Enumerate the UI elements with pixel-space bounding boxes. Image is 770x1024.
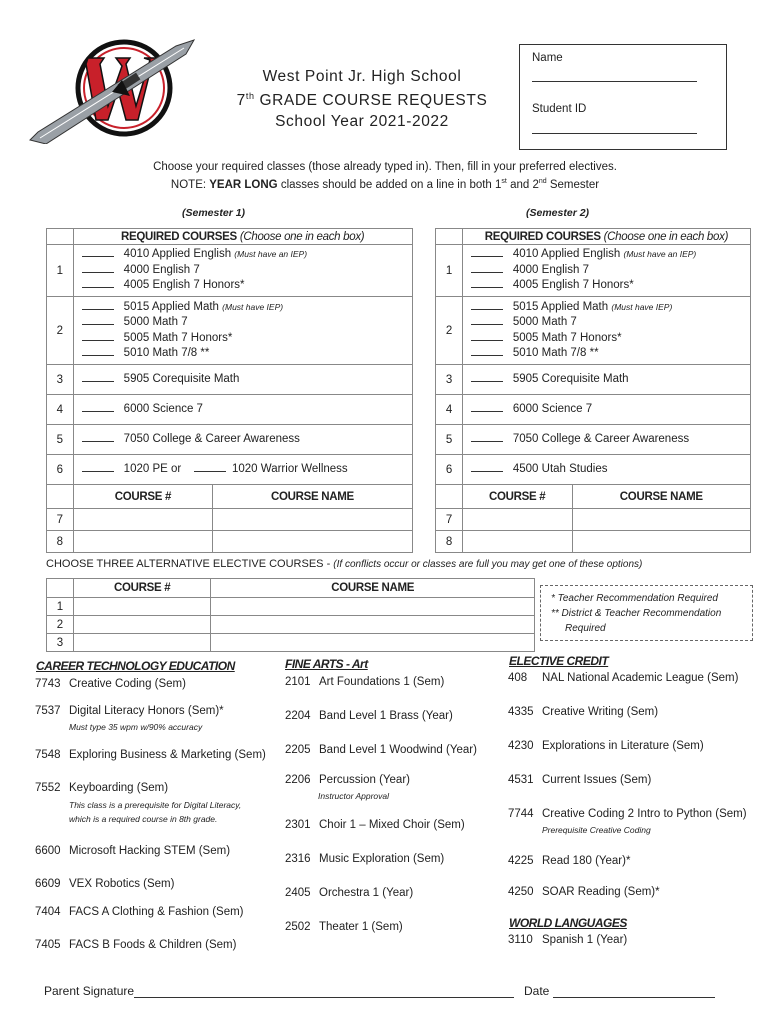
grade-number: 7 — [236, 92, 246, 110]
course-title: Band Level 1 Brass (Year) — [319, 710, 453, 722]
course-item — [508, 740, 704, 752]
course-code: 7548 — [35, 749, 61, 761]
alt-row-number: 1 — [47, 598, 74, 616]
date-field — [524, 984, 715, 998]
course-option: 1020 Warrior Wellness — [232, 462, 348, 475]
sem1-required-bold: REQUIRED COURSES — [120, 230, 237, 243]
choice-line — [471, 432, 750, 448]
alt-row-number: 3 — [47, 634, 74, 652]
sem2-required-bold: REQUIRED COURSES — [484, 230, 601, 243]
student-id-field[interactable] — [532, 133, 697, 134]
course-item — [285, 887, 413, 899]
course-code: 7552 — [35, 782, 61, 794]
note-end: Semester — [546, 178, 600, 191]
course-requirement: (Must have IEP) — [222, 301, 284, 312]
course-title: FACS B Foods & Children (Sem) — [69, 939, 237, 951]
course-item — [285, 853, 444, 865]
course-code: 2502 — [285, 921, 311, 933]
period-number: 8 — [47, 531, 74, 553]
check-blank[interactable] — [471, 278, 503, 288]
sem2-period1-cell — [462, 245, 750, 297]
choice-line — [82, 331, 412, 347]
course-option: 5010 Math 7/8 ** — [123, 347, 210, 359]
course-item — [35, 749, 266, 761]
course-title: Keyboarding (Sem) — [69, 782, 169, 794]
course-title: Creative Coding 2 Intro to Python (Sem) — [542, 808, 747, 820]
course-code: 2301 — [285, 819, 311, 831]
alt-course-num-input[interactable] — [73, 616, 211, 634]
course-item — [35, 906, 244, 918]
table-spacer — [412, 365, 436, 395]
table-spacer — [412, 455, 436, 485]
course-title: Explorations in Literature (Sem) — [542, 740, 704, 752]
course-note: Prerequisite Creative Coding — [542, 825, 651, 835]
sem2-required-italic: (Choose one in each box) — [600, 230, 729, 243]
course-code: 4531 — [508, 774, 534, 786]
sem2-p7-course-num[interactable] — [462, 509, 572, 531]
table-spacer — [412, 395, 436, 425]
legend-line3: Required — [565, 623, 606, 634]
sem2-p8-course-num[interactable] — [462, 531, 572, 553]
course-option: 4010 Applied English — [123, 248, 232, 261]
check-blank[interactable] — [471, 315, 503, 325]
course-option: 4005 English 7 Honors* — [123, 279, 245, 292]
sem1-period1-cell — [73, 245, 412, 297]
course-option: 4000 English 7 — [123, 263, 200, 276]
grade-title-text: GRADE COURSE REQUESTS — [254, 92, 488, 110]
course-title: Exploring Business & Marketing (Sem) — [69, 749, 266, 761]
sem1-required-italic: (Choose one in each box) — [236, 230, 365, 243]
course-request-table — [46, 228, 751, 553]
choice-line — [82, 278, 412, 294]
choice-line — [471, 278, 750, 294]
period-number: 8 — [436, 531, 463, 553]
elective-credit-heading: ELECTIVE CREDIT — [509, 654, 609, 668]
course-code: 408 — [508, 672, 528, 684]
check-blank[interactable] — [82, 278, 114, 288]
student-id-label: Student ID — [532, 103, 587, 115]
check-blank[interactable] — [82, 331, 114, 341]
course-code: 7405 — [35, 939, 61, 951]
course-option: 5015 Applied Math — [123, 300, 219, 313]
course-title: Creative Writing (Sem) — [542, 706, 659, 718]
sem2-period2-cell — [462, 297, 750, 365]
period-number: 4 — [47, 395, 74, 425]
course-title: SOAR Reading (Sem)* — [542, 886, 660, 898]
choice-line — [82, 372, 412, 388]
period-number: 1 — [436, 245, 463, 297]
course-option: 5905 Corequisite Math — [123, 372, 240, 385]
parent-signature — [44, 984, 514, 998]
choice-line — [82, 346, 412, 362]
course-code: 7404 — [35, 906, 61, 918]
period-number: 6 — [47, 455, 74, 485]
alternatives-title-note: (If conflicts occur or classes are full you may get one of these options) — [333, 559, 643, 570]
world-languages-heading: WORLD LANGUAGES — [509, 916, 627, 930]
course-option: 5010 Math 7/8 ** — [512, 347, 599, 359]
check-blank[interactable] — [471, 402, 503, 412]
period-number: 3 — [436, 365, 463, 395]
course-option: 4500 Utah Studies — [512, 462, 608, 475]
course-note: This class is a prerequisite for Digital Literacy, — [69, 800, 242, 810]
course-item — [35, 705, 224, 717]
school-year: School Year 2021-2022 — [275, 113, 449, 130]
course-requirement: (Must have an IEP) — [234, 249, 308, 260]
sem2-course-num-header: COURSE # — [462, 485, 572, 509]
sem2-p7-course-name[interactable] — [572, 509, 750, 531]
period-number: 4 — [436, 395, 463, 425]
fine-arts-heading: FINE ARTS - Art — [285, 657, 368, 671]
course-title: NAL National Academic League (Sem) — [542, 672, 739, 684]
check-blank[interactable] — [471, 300, 503, 310]
course-title: Music Exploration (Sem) — [319, 853, 445, 865]
course-option: 4005 English 7 Honors* — [512, 279, 634, 292]
alt-row-number: 2 — [47, 616, 74, 634]
check-blank[interactable] — [471, 346, 503, 356]
course-title: Read 180 (Year)* — [542, 855, 631, 867]
course-code: 6600 — [35, 845, 61, 857]
sem2-required-header — [462, 229, 750, 245]
alt-course-num-input[interactable] — [73, 598, 211, 616]
check-blank[interactable] — [471, 372, 503, 382]
choice-line — [82, 432, 412, 448]
check-blank[interactable] — [471, 247, 503, 257]
alternatives-table — [46, 578, 535, 652]
legend-line1: * Teacher Recommendation Required — [551, 593, 718, 604]
period-number: 7 — [47, 509, 74, 531]
period-number: 2 — [436, 297, 463, 365]
course-title: FACS A Clothing & Fashion (Sem) — [69, 906, 244, 918]
check-blank[interactable] — [82, 315, 114, 325]
course-option: 4010 Applied English — [512, 248, 621, 261]
table-spacer — [412, 245, 436, 297]
course-option: 5015 Applied Math — [512, 300, 609, 313]
empty-cell — [47, 579, 74, 598]
course-title: Digital Literacy Honors (Sem)* — [69, 705, 224, 717]
course-item — [285, 744, 477, 756]
sem2-period6-cell — [462, 455, 750, 485]
note-prefix: NOTE: — [170, 178, 210, 191]
grade-title — [212, 91, 512, 110]
grade-suffix: th — [245, 91, 255, 101]
choice-line — [471, 315, 750, 331]
course-code: 4230 — [508, 740, 534, 752]
course-note: Instructor Approval — [318, 791, 390, 801]
choice-line — [471, 462, 750, 478]
period-number: 7 — [436, 509, 463, 531]
course-note: Must type 35 wpm w/90% accuracy — [69, 722, 203, 732]
note-sup1: st — [501, 178, 507, 185]
course-title: Percussion (Year) — [319, 774, 410, 786]
course-item — [285, 819, 465, 831]
sem2-period4-cell — [462, 395, 750, 425]
course-title: Orchestra 1 (Year) — [319, 887, 414, 899]
period-number: 3 — [47, 365, 74, 395]
school-logo — [26, 36, 202, 144]
choice-line — [471, 263, 750, 279]
course-code: 2206 — [285, 774, 311, 786]
sem1-p7-course-name[interactable] — [213, 509, 412, 531]
course-item — [35, 782, 168, 794]
period-number: 5 — [47, 425, 74, 455]
name-field[interactable] — [532, 81, 697, 82]
name-label: Name — [532, 52, 563, 64]
course-item — [508, 706, 658, 718]
course-requirement: (Must have IEP) — [611, 301, 673, 312]
course-title: Band Level 1 Woodwind (Year) — [319, 744, 477, 756]
period-number: 5 — [436, 425, 463, 455]
sem2-period3-cell — [462, 365, 750, 395]
course-title: Theater 1 (Sem) — [319, 921, 403, 933]
course-code: 2316 — [285, 853, 311, 865]
check-blank[interactable] — [82, 263, 114, 273]
check-blank[interactable] — [471, 263, 503, 273]
instructions-note — [0, 178, 770, 191]
course-option: 7050 College & Career Awareness — [512, 432, 690, 445]
course-code: 6609 — [35, 878, 61, 890]
course-code: 4250 — [508, 886, 534, 898]
note-mid: classes should be added on a line in both 1 — [277, 178, 502, 191]
course-option: 5005 Math 7 Honors* — [123, 331, 233, 344]
choice-line — [82, 402, 412, 418]
alt-course-num-input[interactable] — [73, 634, 211, 652]
check-blank[interactable] — [82, 346, 114, 356]
check-blank[interactable] — [471, 462, 503, 472]
alt-course-name-input[interactable] — [211, 634, 535, 652]
course-item — [285, 710, 453, 722]
course-item — [508, 855, 630, 867]
course-code: 4225 — [508, 855, 534, 867]
table-spacer — [412, 531, 436, 553]
alt-course-name-input[interactable] — [211, 616, 535, 634]
course-title: Microsoft Hacking STEM (Sem) — [69, 845, 231, 857]
sem1-period3-cell — [73, 365, 412, 395]
course-item — [35, 878, 174, 890]
student-info-box — [519, 44, 727, 150]
sem1-period5-cell — [73, 425, 412, 455]
course-title: Spanish 1 (Year) — [542, 934, 628, 946]
choice-line — [471, 247, 750, 263]
choice-line — [471, 402, 750, 418]
course-option: 4000 English 7 — [512, 263, 589, 276]
sem1-p7-course-num[interactable] — [73, 509, 213, 531]
choice-line — [471, 331, 750, 347]
instructions-line1: Choose your required classes (those already typed in). Then, fill in your preferred electives. — [153, 161, 617, 173]
course-option: 6000 Science 7 — [512, 402, 593, 415]
note-and: and 2 — [506, 178, 539, 191]
course-title: Creative Coding (Sem) — [69, 678, 186, 690]
course-item — [508, 934, 627, 946]
check-blank[interactable] — [194, 462, 226, 472]
sem1-course-name-header: COURSE NAME — [213, 485, 412, 509]
course-code: 7744 — [508, 808, 534, 820]
course-item — [35, 845, 230, 857]
table-spacer — [412, 485, 436, 509]
course-item — [508, 672, 738, 684]
parent-signature-label: Parent Signature — [44, 984, 135, 998]
table-spacer — [412, 229, 436, 245]
empty-cell — [436, 485, 463, 509]
course-note: which is a required course in 8th grade. — [69, 814, 218, 824]
course-title: Art Foundations 1 (Sem) — [319, 676, 445, 688]
course-code: 2405 — [285, 887, 311, 899]
course-code: 2205 — [285, 744, 311, 756]
check-blank[interactable] — [471, 331, 503, 341]
course-code: 2204 — [285, 710, 311, 722]
check-blank[interactable] — [82, 247, 114, 257]
sem2-course-name-header: COURSE NAME — [572, 485, 750, 509]
school-name: West Point Jr. High School — [262, 68, 462, 85]
table-spacer — [412, 509, 436, 531]
check-blank[interactable] — [82, 462, 114, 472]
course-option: 5905 Corequisite Math — [512, 372, 629, 385]
course-code: 2101 — [285, 676, 311, 688]
course-item — [285, 921, 403, 933]
sem1-required-header — [73, 229, 412, 245]
period-number: 6 — [436, 455, 463, 485]
semester1-label: (Semester 1) — [182, 207, 246, 219]
sem1-p8-course-name[interactable] — [213, 531, 412, 553]
course-item — [35, 939, 236, 951]
legend-line2: ** District & Teacher Recommendation — [551, 608, 722, 619]
check-blank[interactable] — [82, 372, 114, 382]
course-requirement: (Must have an IEP) — [623, 249, 697, 260]
career-tech-heading: CAREER TECHNOLOGY EDUCATION — [36, 659, 235, 673]
course-item — [35, 678, 186, 690]
note-year-long: YEAR LONG — [209, 178, 278, 191]
choice-line — [82, 300, 412, 316]
course-title: Choir 1 – Mixed Choir (Sem) — [319, 819, 465, 831]
check-blank[interactable] — [82, 300, 114, 310]
semester2-label: (Semester 2) — [526, 207, 590, 219]
check-blank[interactable] — [82, 402, 114, 412]
course-option: 7050 College & Career Awareness — [123, 432, 300, 445]
course-item — [508, 886, 660, 898]
parent-signature-line[interactable] — [134, 985, 514, 998]
course-code: 4335 — [508, 706, 534, 718]
sem1-p8-course-num[interactable] — [73, 531, 213, 553]
check-blank[interactable] — [82, 432, 114, 442]
sem1-period2-cell — [73, 297, 412, 365]
period-number: 2 — [47, 297, 74, 365]
sem2-header-num — [436, 229, 463, 245]
table-spacer — [412, 425, 436, 455]
choice-line — [82, 315, 412, 331]
alternatives-title — [46, 558, 642, 570]
table-spacer — [412, 297, 436, 365]
alternatives-title-text: CHOOSE THREE ALTERNATIVE ELECTIVE COURSES - — [46, 558, 334, 570]
alt-course-num-header: COURSE # — [73, 579, 211, 598]
note-sup2: nd — [538, 178, 547, 185]
sem2-p8-course-name[interactable] — [572, 531, 750, 553]
course-option: 1020 PE or — [123, 462, 182, 475]
alt-course-name-input[interactable] — [211, 598, 535, 616]
sem1-header-num — [47, 229, 74, 245]
sem1-course-num-header: COURSE # — [73, 485, 213, 509]
sem1-period4-cell — [73, 395, 412, 425]
course-title: Current Issues (Sem) — [542, 774, 652, 786]
course-code: 3110 — [508, 934, 533, 946]
course-title: VEX Robotics (Sem) — [69, 878, 175, 890]
period-number: 1 — [47, 245, 74, 297]
empty-cell — [47, 485, 74, 509]
choice-line — [82, 263, 412, 279]
course-option: 5000 Math 7 — [123, 316, 188, 328]
course-item — [285, 774, 410, 786]
alt-course-name-header: COURSE NAME — [211, 579, 535, 598]
course-item — [508, 808, 747, 820]
date-line[interactable] — [553, 985, 715, 998]
choice-line — [82, 247, 412, 263]
choice-line — [471, 346, 750, 362]
choice-line — [82, 462, 412, 478]
sem2-period5-cell — [462, 425, 750, 455]
choice-line — [471, 300, 750, 316]
check-blank[interactable] — [471, 432, 503, 442]
course-code: 7537 — [35, 705, 61, 717]
course-option: 5000 Math 7 — [512, 316, 577, 328]
recommendation-legend — [540, 585, 753, 641]
sem1-period6-cell — [73, 455, 412, 485]
course-item — [508, 774, 651, 786]
course-option: 6000 Science 7 — [123, 402, 203, 415]
choice-line — [471, 372, 750, 388]
course-option: 5005 Math 7 Honors* — [512, 331, 622, 344]
date-label: Date — [524, 984, 550, 998]
course-code: 7743 — [35, 678, 61, 690]
course-item — [285, 676, 444, 688]
